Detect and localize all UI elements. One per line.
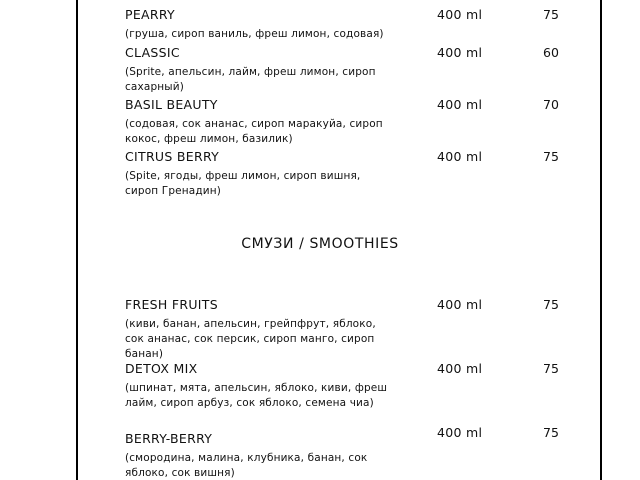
item-description: (киви, банан, апельсин, грейпфрут, яблоко, сок ананас, сок персик, сироп манго, сироп банан) — [125, 318, 376, 360]
item-description: (груша, сироп ваниль, фреш лимон, содовая) — [125, 28, 384, 40]
item-volume: 400 ml — [437, 45, 483, 60]
item-price: 60 — [543, 45, 559, 60]
item-description: (Spite, ягоды, фреш лимон, сироп вишня, сироп Гренадин) — [125, 170, 361, 197]
item-price: 75 — [543, 149, 559, 164]
item-price: 75 — [543, 297, 559, 312]
item-name: DETOX MIX — [125, 361, 198, 376]
item-name: PEARRY — [125, 7, 175, 22]
menu-item-berry-berry — [125, 425, 595, 480]
item-description: (смородина, малина, клубника, банан, сок яблоко, сок вишня) — [125, 452, 368, 479]
menu-item-detox-mix — [125, 362, 595, 411]
menu-item-pearry — [125, 8, 595, 42]
item-description: (шпинат, мята, апельсин, яблоко, киви, фреш лайм, сироп арбуз, сок яблоко, семена чиа) — [125, 382, 388, 409]
item-name: BASIL BEAUTY — [125, 97, 218, 112]
item-volume: 400 ml — [437, 297, 483, 312]
item-volume: 400 ml — [437, 361, 483, 376]
item-name: CITRUS BERRY — [125, 149, 220, 164]
menu-item-basil-beauty — [125, 98, 595, 147]
item-description: (содовая, сок ананас, сироп маракуйа, сироп кокос, фреш лимон, базилик) — [125, 118, 383, 145]
item-price: 75 — [543, 425, 559, 440]
item-name: FRESH FRUITS — [125, 297, 218, 312]
item-name: CLASSIC — [125, 45, 180, 60]
menu-item-citrus-berry — [125, 150, 595, 199]
item-description: (Sprite, апельсин, лайм, фреш лимон, сироп сахарный) — [125, 66, 376, 93]
item-volume: 400 ml — [437, 97, 483, 112]
item-price: 75 — [543, 7, 559, 22]
item-price: 75 — [543, 361, 559, 376]
item-price: 70 — [543, 97, 559, 112]
item-volume: 400 ml — [437, 149, 483, 164]
menu-item-classic — [125, 46, 595, 95]
item-name: BERRY-BERRY — [125, 431, 213, 446]
item-volume: 400 ml — [437, 425, 483, 440]
item-volume: 400 ml — [437, 7, 483, 22]
section-title-smoothies: СМУЗИ / SMOOTHIES — [241, 236, 399, 252]
menu-item-fresh-fruits — [125, 298, 595, 362]
